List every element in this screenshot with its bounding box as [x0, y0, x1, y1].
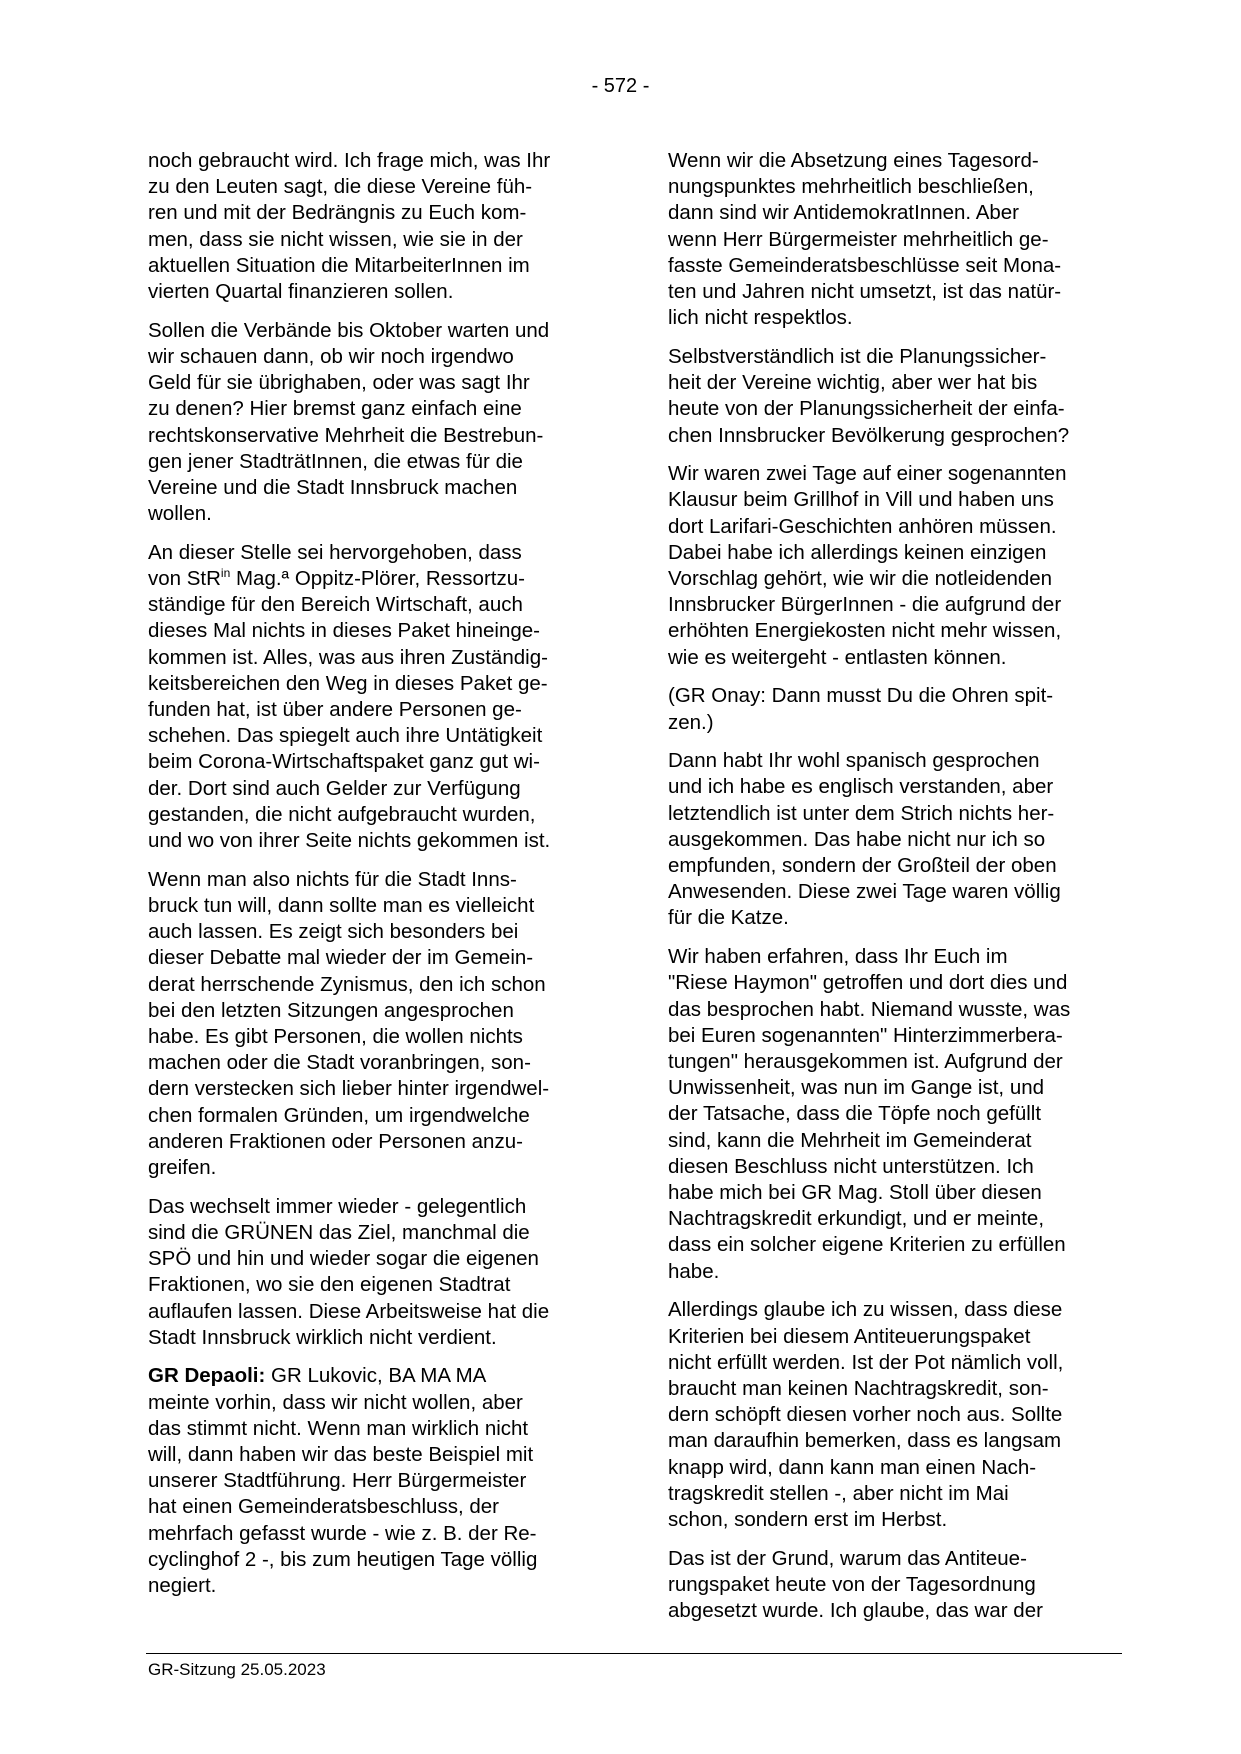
page-number: - 572 -: [591, 75, 650, 97]
paragraph: Selbstverständlich ist die Planungssicher- heit der Vereine wichtig, aber wer hat bis heute von der Planungssicherheit der einfa- chen Innsbrucker Bevölkerung gesprochen?: [668, 344, 1070, 447]
paragraph-text: GR Lukovic, BA MA MA meinte vorhin, dass wir nicht wollen, aber das stimmt nicht. Wenn man wirklich nicht will, dann haben wir das beste Beispiel mit unserer Stadtführung. Herr Bürgermeister hat einen Gemeinderatsbeschluss, der mehrfach gefasst wurde - wie z. B. der Re- cyclinghof 2 -, bis zum heutigen Tage völlig negiert.: [148, 1364, 538, 1598]
interjection: (GR Onay: Dann musst Du die Ohren spit- zen.): [668, 684, 1054, 734]
paragraph-text: An dieser Stelle sei hervorgehoben, dass von StR: [148, 540, 522, 591]
paragraph: Wir waren zwei Tage auf einer sogenannten Klausur beim Grillhof in Vill und haben uns dort Larifari-Geschichten anhören müssen. Dabei habe ich allerdings keinen einzigen Vorschlag gehört, wie wir die notleidenden Innsbrucker BürgerInnen - die aufgrund der erhöhten Energiekosten nicht mehr wissen, wie es weitergeht - entlasten können.: [668, 462, 1067, 669]
footer-divider: [146, 1653, 1122, 1654]
paragraph: Wir haben erfahren, dass Ihr Euch im "Riese Haymon" getroffen und dort dies und das besprochen habt. Niemand wusste, was bei Euren sogenannten" Hinterzimmerbera- tungen" herausgekommen ist. Aufgrund der Unwissenheit, was nun im Gange ist, und der Tatsache, dass die Töpfe noch gefüllt sind, kann die Mehrheit im Gemeinderat diesen Beschluss nicht unterstützen. Ich habe mich bei GR Mag. Stoll über diesen Nachtragskredit erkundigt, und er meinte, dass ein solcher eigene Kriterien zu erfüllen habe.: [668, 945, 1071, 1283]
paragraph-text: Mag.ª Oppitz-Plörer, Ressortzu- ständige für den Bereich Wirtschaft, auch dieses Mal nichts in dieses Paket hineinge- kommen ist. Alles, was aus ihren Zuständig- keitsbereichen den Weg in dieses Paket ge- funden hat, ist über andere Personen ge- schehen. Das spiegelt auch ihre Untätigkeit beim Corona-Wirtschaftspaket ganz gut wi- der. Dort sind auch Gelder zur Verfügung gestanden, die nicht aufgebraucht wurden, und wo von ihrer Seite nichts gekommen ist.: [148, 567, 551, 853]
paragraph: Wenn wir die Absetzung eines Tagesord- nungspunktes mehrheitlich beschließen, dann sind wir AntidemokratInnen. Aber wenn Herr Bürgermeister mehrheitlich ge- fasste Gemeinderatsbeschlüsse seit Mona- ten und Jahren nicht umsetzt, ist das natür- lich nicht respektlos.: [668, 149, 1062, 330]
paragraph: Das wechselt immer wieder - gelegentlich sind die GRÜNEN das Ziel, manchmal die SPÖ und hin und wieder sogar die eigenen Fraktionen, wo sie den eigenen Stadtrat auflaufen lassen. Diese Arbeitsweise hat die Stadt Innsbruck wirklich nicht verdient.: [148, 1194, 550, 1349]
paragraph: Wenn man also nichts für die Stadt Inns- bruck tun will, dann sollte man es vielleicht auch lassen. Es zeigt sich besonders bei dieser Debatte mal wieder der im Gemein- derat herrschende Zynismus, den ich schon bei den letzten Sitzungen angesprochen habe. Es gibt Personen, die wollen nichts machen oder die Stadt voranbringen, son- dern verstecken sich lieber hinter irgendwel- chen formalen Gründen, um irgendwelche anderen Fraktionen oder Personen anzu- greifen.: [148, 867, 550, 1180]
paragraph: [148, 540, 608, 854]
paragraph: Dann habt Ihr wohl spanisch gesprochen und ich habe es englisch verstanden, aber letztendlich ist unter dem Strich nichts her- ausgekommen. Das habe nicht nur ich so empfunden, sondern der Großteil der oben Anwesenden. Diese zwei Tage waren völlig für die Katze.: [668, 749, 1061, 930]
paragraph: Das ist der Grund, warum das Antiteue- rungspaket heute von der Tagesordnung abgesetzt wurde. Ich glaube, das war der: [668, 1546, 1043, 1623]
paragraph: noch gebraucht wird. Ich frage mich, was Ihr zu den Leuten sagt, die diese Vereine füh- ren und mit der Bedrängnis zu Euch kom- men, dass sie nicht wissen, wie sie in der aktuellen Situation die MitarbeiterInnen im vierten Quartal finanzieren sollen.: [148, 149, 551, 304]
speech-paragraph: [148, 1363, 608, 1599]
paragraph: Allerdings glaube ich zu wissen, dass diese Kriterien bei diesem Antiteuerungspaket nicht erfüllt werden. Ist der Pot nämlich voll, braucht man keinen Nachtragskredit, son- dern schöpft diesen vorher noch aus. Sollte man daraufhin bemerken, dass es langsam knapp wird, dann kann man einen Nach- tragskredit stellen -, aber nicht im Mai schon, sondern erst im Herbst.: [668, 1298, 1064, 1531]
footer-session-date: GR-Sitzung 25.05.2023: [148, 1660, 326, 1679]
right-column: [668, 148, 1130, 1637]
left-column: [148, 148, 608, 1612]
superscript: in: [220, 566, 231, 581]
speaker-name: GR Depaoli:: [148, 1364, 266, 1388]
paragraph: Sollen die Verbände bis Oktober warten und wir schauen dann, ob wir noch irgendwo Geld für sie übrighaben, oder was sagt Ihr zu denen? Hier bremst ganz einfach eine rechtskonservative Mehrheit die Bestrebun- gen jener StadträtInnen, die etwas für die Vereine und die Stadt Innsbruck machen wollen.: [148, 318, 550, 526]
